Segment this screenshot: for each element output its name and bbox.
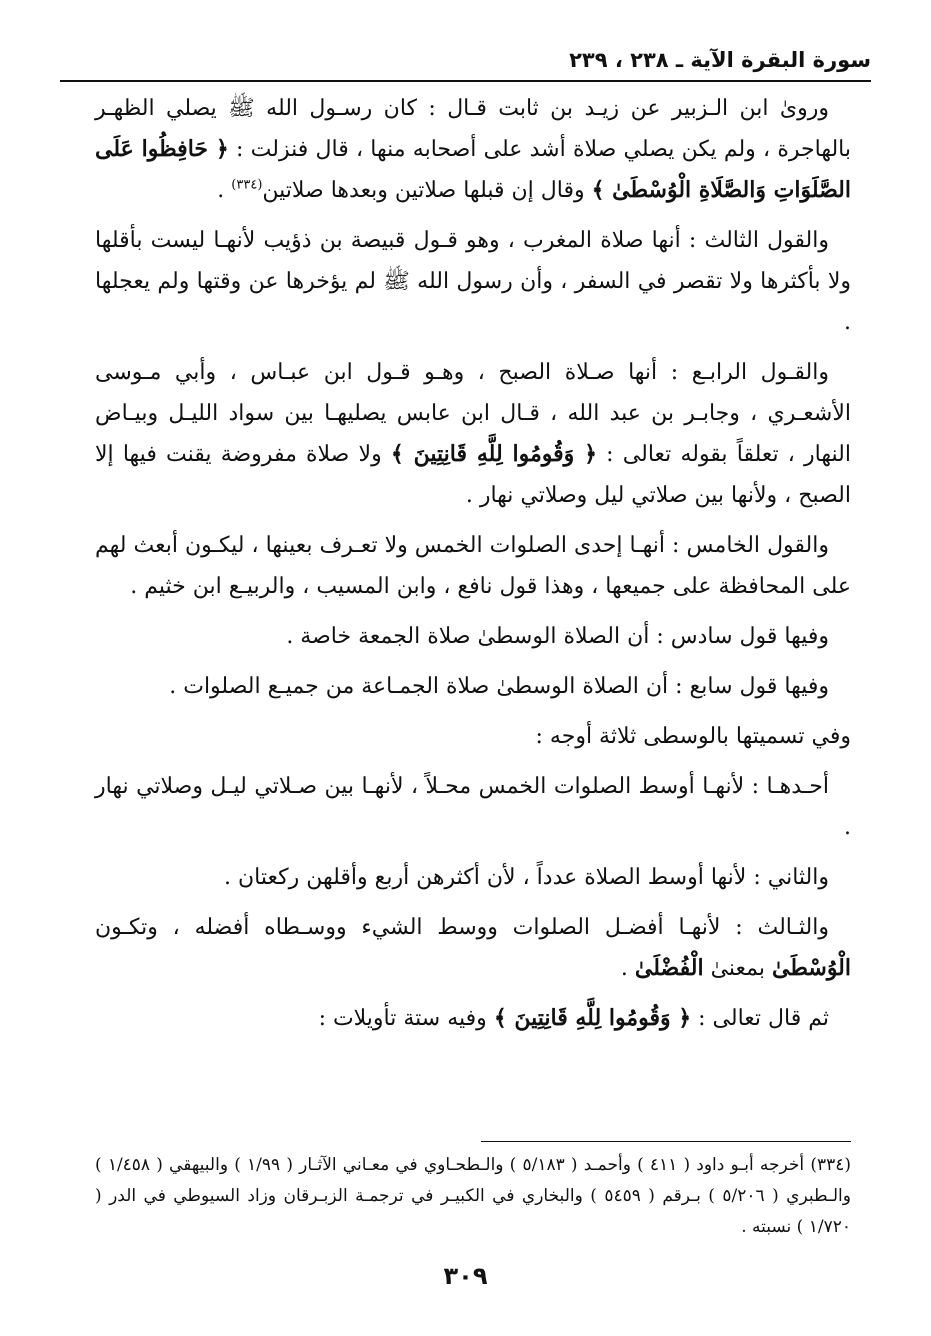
paragraph-9: والثاني : لأنها أوسط الصلاة عدداً ، لأن أكثرهن أربع وأقلهن ركعتان . [224, 865, 829, 890]
footnote [95, 1150, 851, 1243]
footnote-rule [481, 1141, 851, 1142]
paragraph-5: وفيها قول سادس : أن الصلاة الوسطىٰ صلاة الجمعة خاصة . [286, 624, 829, 649]
quran-verse: ﴿ حَافِظُوا عَلَى الصَّلَوَاتِ وَالصَّلَاةِ الْوُسْطَىٰ ﴾ [95, 136, 851, 203]
paragraph-10-end: . [620, 956, 635, 981]
paragraph-1-end: . [217, 178, 232, 203]
quran-verse: ﴿ وَقُومُوا لِلَّهِ قَانِتِينَ ﴾ [390, 441, 597, 467]
paragraph-10-text-cont: بمعنىٰ [703, 956, 772, 981]
header-rule [60, 80, 871, 82]
paragraph-4: والقول الخامس : أنهـا إحدى الصلوات الخمس ولا تعـرف بعينها ، ليكـون أبعث لهم على المحافظة على جميعها ، وهذا قول نافع ، وابن المسيب ، والربيـع ابن خثيم . [95, 533, 851, 599]
paragraph-11-text-cont: وفيه ستة تأويلات : [318, 1006, 494, 1031]
paragraph-11 [95, 998, 851, 1039]
paragraph-1 [95, 88, 851, 211]
paragraph-3-text: والقـول الرابـع : أنها صـلاة الصبح ، وهـو قـول ابن عبـاس ، وأبي مـوسى الأشعـري ، وجابـر بن عبد الله ، قـال ابن عابس يصليهـا بين سواد الليـل وبيـاض النهار ، تعلقاً بقوله تعالى : [95, 360, 851, 467]
page-number: ٣٠٩ [443, 1262, 488, 1290]
running-head: سورة البقرة الآية ـ ٢٣٨ ، ٢٣٩ [569, 48, 871, 72]
paragraph-7: وفي تسميتها بالوسطى ثلاثة أوجه : [535, 724, 851, 749]
main-text [95, 88, 851, 1048]
quran-word: الْفُضْلَىٰ [634, 955, 704, 981]
paragraph-1-text-cont: وقال إن قبلها صلاتين وبعدها صلاتين [262, 178, 592, 203]
paragraph-10-text: والثـالث : لأنهـا أفضـل الصلوات ووسط الشيء ووسـطاه أفضله ، وتكـون [95, 915, 829, 940]
footnote-text: (٣٣٤) أخرجه أبـو داود ( ٤١١ ) وأحمـد ( ٥/١٨٣ ) والـطحـاوي في معـاني الآثـار ( ١/٩٩ ) والبيهقي ( ١/٤٥٨ ) والـطبري ( ٥/٢٠٦ ) بـرقم ( ٥٤٥٩ ) والبخاري في الكبيـر في ترجمـة الزبـرقان وزاد السيوطي في الدر ( ١/٧٢٠ ) نسبته . [95, 1155, 851, 1237]
paragraph-2: والقول الثالث : أنها صلاة المغرب ، وهو قـول قبيصة بن ذؤيب لأنهـا ليست بأقلها ولا بأكثرها ولا تقصر في السفر ، وأن رسول الله ﷺ لم يؤخرها عن وقتها ولم يعجلها . [95, 228, 851, 335]
footnote-reference: (٣٣٤) [231, 177, 263, 193]
paragraph-3 [95, 352, 851, 516]
paragraph-11-text: ثم قال تعالى : [691, 1006, 829, 1031]
paragraph-8: أحـدهـا : لأنهـا أوسط الصلوات الخمس محـلاً ، لأنهـا بين صـلاتي ليـل وصلاتي نهار . [95, 774, 851, 840]
paragraph-6: وفيها قول سابع : أن الصلاة الوسطىٰ صلاة الجمـاعة من جميـع الصلوات . [169, 674, 829, 699]
paragraph-1-text: وروىٰ ابن الـزبير عن زيـد بن ثابت قـال : كان رسـول الله ﷺ يصلي الظهـر بالهاجرة ، ولم يكن يصلي صلاة أشد على أصحابه منها ، قال فنزلت : [95, 96, 851, 162]
paragraph-3-text-cont: ولا صلاة مفروضة يقنت فيها إلا الصبح ، ولأنها بين صلاتي ليل وصلاتي نهار . [95, 442, 851, 508]
paragraph-10 [95, 907, 851, 989]
quran-verse: ﴿ وَقُومُوا لِلَّهِ قَانِتِينَ ﴾ [493, 1005, 692, 1031]
quran-word: الْوُسْطَىٰ [772, 955, 851, 981]
